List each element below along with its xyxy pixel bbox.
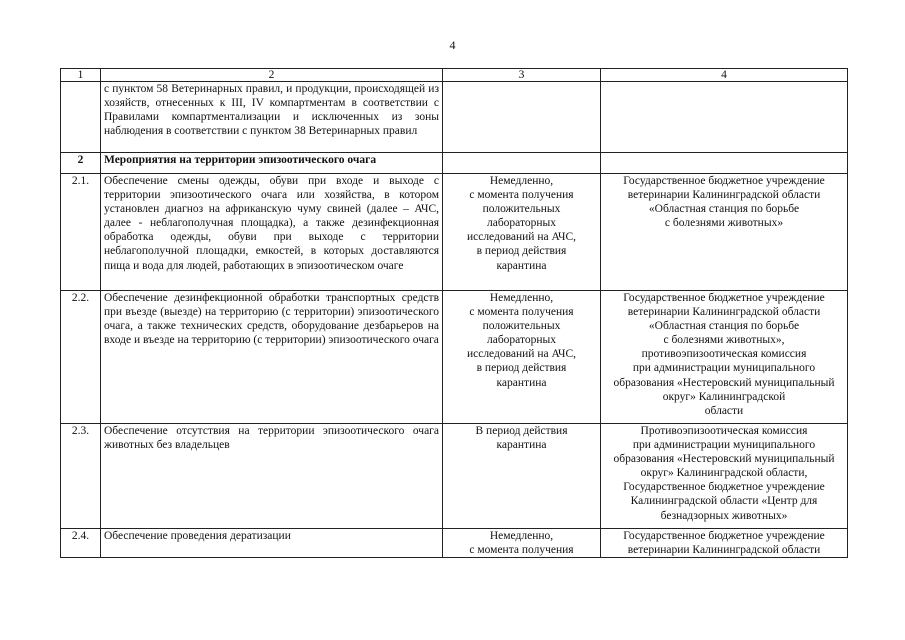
row-number: [61, 82, 101, 153]
deadline-lines: [446, 529, 597, 557]
row-number: 2.3.: [61, 424, 101, 529]
text-line: положительных: [482, 320, 561, 333]
text-line: Государственное бюджетное учреждение: [623, 292, 825, 304]
responsible-text: [601, 291, 848, 424]
text-line: исследований на АЧС,: [466, 231, 577, 244]
text-line: с момента получения: [469, 544, 574, 557]
text-line: при администрации муниципального: [632, 439, 816, 452]
text-line: образования «Нестеровский муниципальный: [613, 453, 835, 466]
text-line: Калининградской области «Центр для: [630, 495, 818, 508]
responsible-lines: [604, 291, 844, 418]
page-number: 4: [449, 38, 456, 52]
text-line: карантина: [496, 439, 547, 452]
section-title: Мероприятия на территории эпизоотического очага: [101, 153, 443, 174]
section-number: 2: [61, 153, 101, 174]
section-empty-cell: [443, 153, 601, 174]
responsible-text: [601, 174, 848, 291]
table-row: [61, 424, 848, 529]
deadline-text: [443, 174, 601, 291]
table-header-row: [61, 69, 848, 82]
text-line: округ» Калининградской области,: [640, 467, 808, 480]
text-line: противоэпизоотическая комиссия: [641, 348, 807, 361]
text-line: области: [704, 404, 744, 417]
row-number-inner: 2.4.: [71, 530, 90, 542]
text-line: с болезнями животных»: [664, 217, 784, 230]
text-line: образования «Нестеровский муниципальный: [613, 376, 835, 389]
measure-text: Обеспечение дезинфекционной обработки транспортных средств при въезде (выезде) на территорию (с территории) эпизоотического очага, а также технических средств, оборудование дезбарьеров на входе и въезде на территорию (с территории) эпизоотического очага: [101, 291, 443, 424]
deadline-text: [443, 529, 601, 558]
section-row: [61, 153, 848, 174]
table-row: [61, 529, 848, 558]
section-empty-cell: [601, 153, 848, 174]
text-line: карантина: [496, 259, 547, 272]
text-line: ветеринарии Калининградской области: [627, 544, 821, 557]
table-row: [61, 174, 848, 291]
text-line: карантина: [496, 376, 547, 389]
responsible-lines: [604, 529, 844, 557]
deadline-lines: [446, 424, 597, 452]
measure-text: с пунктом 58 Ветеринарных правил, и продукции, происходящей из хозяйств, отнесенных к III, IV компартментам в соответствии с Правилами компартментализации и исключенных из зоны наблюдения в соответствии с пунктом 38 Ветеринарных правил: [101, 82, 443, 153]
text-line: «Областная станция по борьбе: [648, 203, 800, 216]
text-line: Немедленно,: [489, 292, 554, 304]
text-line: Противоэпизоотическая комиссия: [640, 425, 808, 437]
responsible-text: [601, 82, 848, 153]
text-line: Государственное бюджетное учреждение: [623, 481, 825, 494]
responsible-lines: [604, 174, 844, 230]
text-line: в период действия: [476, 245, 567, 258]
row-number: 2.1.: [61, 174, 101, 291]
text-line: Государственное бюджетное учреждение: [623, 175, 825, 187]
row-number: 2.2.: [61, 291, 101, 424]
deadline-text: [443, 291, 601, 424]
text-line: ветеринарии Калининградской области: [627, 189, 821, 202]
text-line: лабораторных: [486, 334, 556, 347]
text-line: лабораторных: [486, 217, 556, 230]
text-line: с болезнями животных»,: [663, 334, 785, 347]
deadline-lines: [446, 291, 597, 390]
responsible-text: [601, 529, 848, 558]
text-line: положительных: [482, 203, 561, 216]
table-row-continuation: [61, 82, 848, 153]
text-line: при администрации муниципального: [632, 362, 816, 375]
measure-text: Обеспечение смены одежды, обуви при входе и выходе с территории эпизоотического очага или хозяйства, в котором установлен диагноз на африканскую чуму свиней (далее – АЧС, далее - неблагополучная площадка), а также дезинфекционная обработка одежды, обуви при выходе с территории неблагополучной площадки, емкостей, в которых доставляются пища и вода для людей, работающих в эпизоотическом очаге: [101, 174, 443, 291]
responsible-text: [601, 424, 848, 529]
text-line: в период действия: [476, 362, 567, 375]
header-col-2: 2: [101, 69, 443, 82]
text-line: исследований на АЧС,: [466, 348, 577, 361]
deadline-text: [443, 82, 601, 153]
table-row: [61, 291, 848, 424]
header-col-3: 3: [443, 69, 601, 82]
deadline-text: [443, 424, 601, 529]
measures-table: [60, 68, 848, 558]
text-line: Немедленно,: [489, 530, 554, 542]
header-col-4: 4: [601, 69, 848, 82]
text-line: с момента получения: [469, 189, 574, 202]
header-col-1: 1: [61, 69, 101, 82]
measure-text: [101, 529, 443, 558]
text-line: В период действия: [475, 425, 568, 437]
measure-text-inner: Обеспечение проведения дератизации: [104, 530, 291, 542]
measure-text: Обеспечение отсутствия на территории эпизоотического очага животных без владельцев: [101, 424, 443, 529]
text-line: с момента получения: [469, 306, 574, 319]
row-number: [61, 529, 101, 558]
text-line: округ» Калининградской: [662, 390, 786, 403]
text-line: Немедленно,: [489, 175, 554, 187]
text-line: безнадзорных животных»: [660, 509, 788, 522]
text-line: «Областная станция по борьбе: [648, 320, 800, 333]
text-line: Государственное бюджетное учреждение: [623, 530, 825, 542]
responsible-lines: [604, 424, 844, 523]
deadline-lines: [446, 174, 597, 273]
text-line: ветеринарии Калининградской области: [627, 306, 821, 319]
